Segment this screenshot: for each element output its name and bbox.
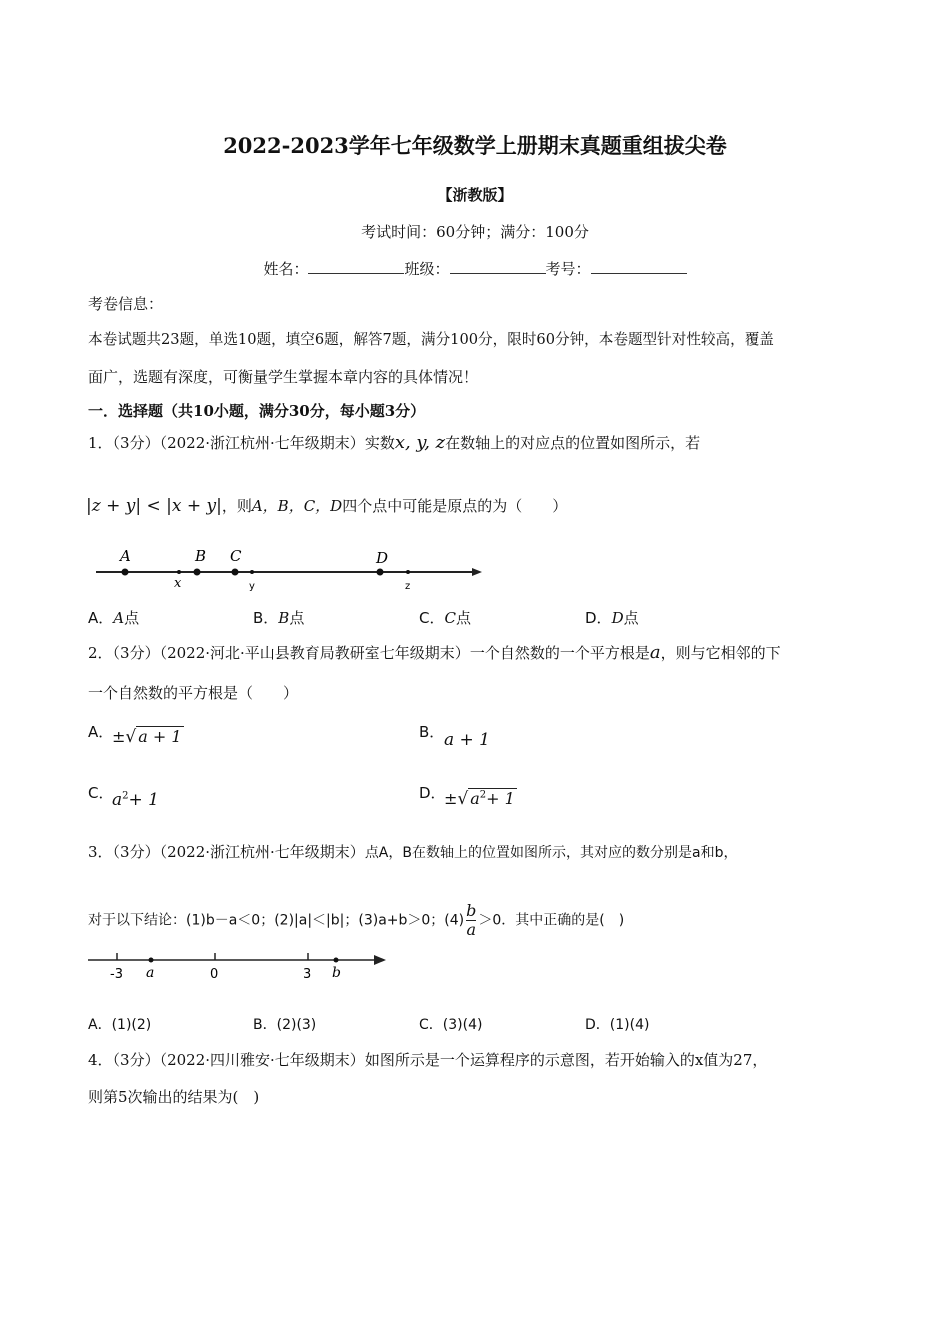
q3-stem-c: ＞0．其中正确的是( ) [478,912,625,929]
q3-option-a-text: (1)(2) [111,1017,152,1033]
q4-number: 4． [88,1051,113,1069]
q3-stem-b: 对于以下结论：(1)b－a＜0；(2)|a|＜|b|；(3)a+b＞0；(4) [88,912,465,929]
q3-option-b[interactable] [253,1014,316,1034]
q1-vars: x, y, z [394,432,446,453]
q1-score: （3分） [112,434,160,452]
page-title: 2022-2023学年七年级数学上册期末真题重组拔尖卷 [223,133,727,158]
question-1-line-2 [86,495,567,516]
q1-source: （2022·浙江杭州·七年级期末） [159,434,365,452]
q1-label-x: x [174,576,182,591]
q3-option-d-letter: D． [585,1017,610,1033]
q3-option-c-text: (3)(4) [442,1017,483,1033]
q3-axis-arrow [374,955,386,965]
q1-label-y: y [249,581,255,592]
q1-option-d-letter: D． [585,609,612,627]
q1-option-c-text: 点 [455,609,471,627]
q3-label-0: 0 [210,967,219,982]
q4-stem-a: 如图所示是一个运算程序的示意图，若开始输入的x值为27， [364,1051,768,1069]
q2-d-pm: ± [444,789,458,808]
q1-stem-c: ，则 [221,497,252,515]
q2-option-c-expr [112,790,159,810]
q3-option-a[interactable] [88,1014,151,1034]
q3-frac-den: a [466,920,477,939]
question-4-line-1 [88,1049,767,1070]
section-heading: 一．选择题（共10小题，满分30分，每小题3分） [88,402,426,420]
question-1-line-1 [88,432,700,453]
info-line-1: 本卷试题共23题，单选10题，填空6题，解答7题，满分100分，限时60分钟，本卷题型针对性较高，覆盖 [88,331,774,348]
q2-stem-b: ，则与它相邻的下 [660,644,781,662]
q1-option-b-var: B [278,609,290,627]
q3-option-c[interactable] [419,1014,482,1034]
q1-option-d-text: 点 [623,609,639,627]
q1-label-D: D [376,549,389,567]
q1-label-B: B [195,547,207,565]
q3-number: 3． [88,843,113,861]
q1-option-d[interactable] [585,607,639,628]
q2-d-exp: 2 [479,789,487,801]
info-line-2: 面广，选题有深度，可衡量学生掌握本章内容的具体情况！ [88,368,479,386]
q2-d-radicand [468,788,517,808]
info-heading: 考卷信息： [88,295,164,313]
q1-option-c-letter: C． [419,609,445,627]
q1-option-a-var: A [113,609,125,627]
q1-label-z: z [405,581,411,592]
q3-label-b: b [332,965,341,981]
q2-stem-a: 一个自然数的一个平方根是 [469,644,650,662]
name-blank [308,259,404,274]
q1-number-line [90,540,490,595]
exam-time-info: 考试时间：60分钟；满分：100分 [361,223,589,241]
q3-label-a: a [146,965,155,981]
student-info-line [0,258,950,279]
q4-source: （2022·四川雅安·七年级期末） [159,1051,365,1069]
exam-no-blank [591,259,687,274]
name-label: 姓名： [263,260,309,278]
q1-axis-arrow [472,568,482,576]
q2-a-pm: ± [112,727,126,746]
q2-number: 2． [88,644,113,662]
q2-a-radicand: a + 1 [138,727,182,746]
class-label: 班级： [404,260,450,278]
q1-option-b-letter: B． [253,609,279,627]
exam-no-label: 考号： [545,260,591,278]
q1-option-a-text: 点 [124,609,140,627]
radical-icon: √ [457,789,469,809]
q3-stem-a: 点A，B在数轴上的位置如图所示，其对应的数分别是a和b， [364,845,738,861]
q1-option-c-var: C [444,609,456,627]
q3-label-3: 3 [303,967,312,982]
question-3-line-1 [88,841,737,862]
q2-option-a-expr [112,727,184,747]
q1-condition: |z + y| < |x + y| [86,496,222,516]
q2-option-d-letter[interactable]: D． [419,784,446,802]
q3-number-line [86,948,396,986]
q1-point-x [177,570,181,574]
q2-option-b-expr: a + 1 [444,730,491,750]
q1-option-a-letter: A． [88,609,114,627]
q1-option-d-var: D [611,609,624,627]
q1-point-A [122,569,129,576]
q3-option-b-text: (2)(3) [276,1017,317,1033]
q3-option-a-letter: A． [88,1017,112,1033]
q3-point-b [334,958,339,963]
q2-c-exp: 2 [122,790,129,802]
q1-point-y [250,570,254,574]
q1-stem-b: 在数轴上的对应点的位置如图所示，若 [445,434,701,452]
q3-source: （2022·浙江杭州·七年级期末） [159,843,365,861]
q2-c-plus: + 1 [128,790,159,810]
q3-option-d-text: (1)(4) [609,1017,650,1033]
q1-number: 1． [88,434,113,452]
q1-point-z [406,570,410,574]
question-3-line-2 [88,902,624,939]
q3-point-a [149,958,154,963]
q1-option-a[interactable] [88,607,139,628]
q1-stem-d: 四个点中可能是原点的为（ ） [342,497,568,515]
q1-option-b-text: 点 [289,609,305,627]
q1-option-c[interactable] [419,607,471,628]
radical-icon: √ [125,727,137,747]
q2-d-plus: + 1 [486,789,515,808]
edition-label: 【浙教版】 [437,186,513,204]
q2-source: （2022·河北·平山县教育局教研室七年级期末） [159,644,470,662]
question-2-line-1 [88,642,781,663]
q1-points: A，B，C，D [251,497,343,515]
question-4-line-2: 则第5次输出的结果为( ) [88,1088,260,1106]
q2-option-c-letter[interactable]: C． [88,784,114,802]
class-blank [450,259,546,274]
q1-point-C [232,569,239,576]
q1-point-D [377,569,384,576]
q1-label-A: A [120,547,131,565]
q2-option-b-letter[interactable]: B． [419,723,445,741]
question-2-line-2: 一个自然数的平方根是（ ） [88,684,299,702]
q2-c-base: a [112,790,123,810]
q1-stem-a: 实数 [364,434,395,452]
q2-score: （3分） [112,644,160,662]
q3-label-neg3: -3 [110,967,123,982]
q3-option-c-letter: C． [419,1017,443,1033]
q2-option-a-letter[interactable]: A． [88,723,114,741]
q3-score: （3分） [112,843,160,861]
q3-frac-num: b [466,901,477,920]
q1-label-C: C [230,547,242,565]
q2-d-base: a [470,789,480,808]
q2-option-d-expr [444,789,517,809]
q3-option-b-letter: B． [253,1017,277,1033]
q1-option-b[interactable] [253,607,304,628]
q1-point-B [194,569,201,576]
q3-option-d[interactable] [585,1014,649,1034]
q3-fraction [466,902,476,939]
q2-var: a [649,642,661,663]
q4-score: （3分） [112,1051,160,1069]
